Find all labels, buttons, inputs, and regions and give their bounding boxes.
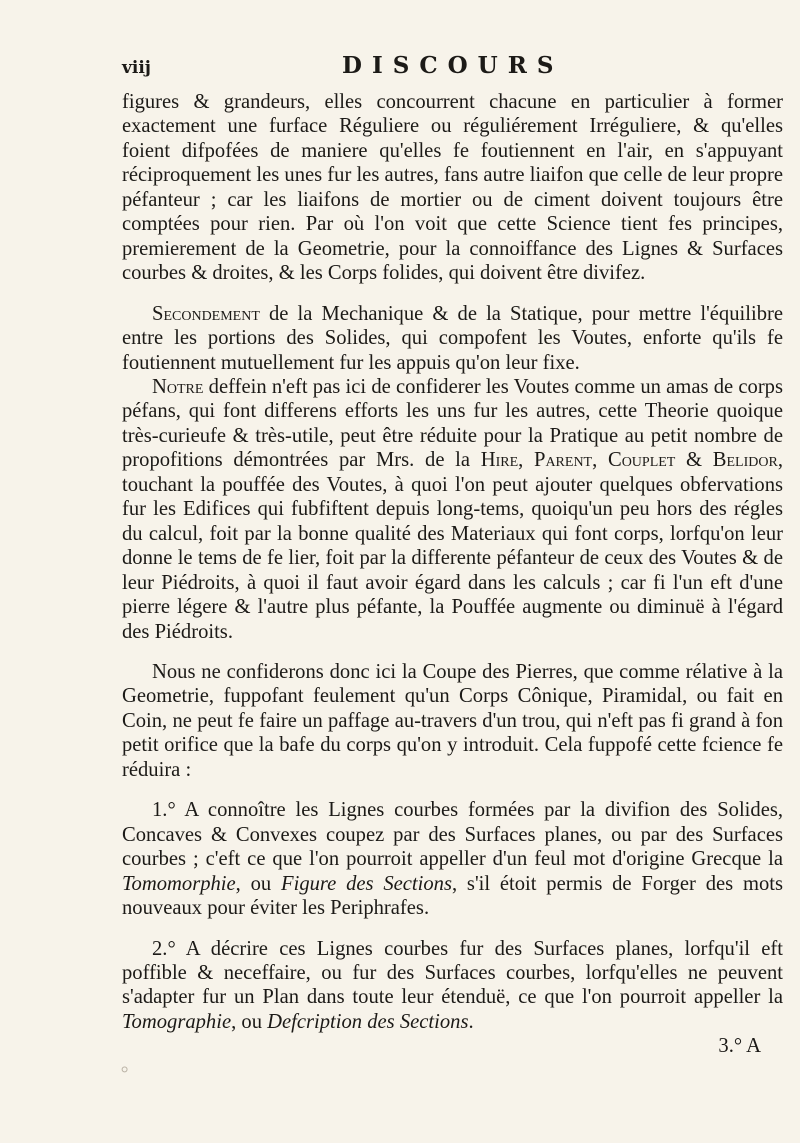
paragraph-5-italic-2: Figure des Sections — [281, 872, 452, 895]
paragraph-4-text: Nous ne confiderons donc ici la Coupe des Pierres, que comme rélative à la Geometrie, fuppofant feulement qu'un Corps Cônique, Piramidal, ou fait en Coin, ne peut fe faire un paffage au-travers d'un trou, qui n'eft pas fi grand à fon petit orifice que la bafe du corps qu'on y introduit. Cela fuppofé cette fcience fe réduira : — [122, 660, 783, 781]
paragraph-6 — [122, 937, 783, 1035]
paragraph-3-lead: Notre — [152, 375, 204, 398]
paragraph-6-text-3: . — [468, 1010, 474, 1033]
body-text — [122, 90, 783, 1059]
paragraph-6-text-2: , ou — [231, 1010, 268, 1033]
paragraph-3 — [122, 375, 783, 644]
paragraph-2-lead: Secondement — [152, 302, 260, 325]
paragraph-5 — [122, 798, 783, 920]
paragraph-5-italic-1: Tomomorphie — [122, 872, 236, 895]
paragraph-5-text-2: , ou — [235, 872, 282, 895]
paragraph-5-text-1: 1.° A connoître les Lignes courbes formées par la divifion des Solides, Concaves & Convexes coupez par des Surfaces planes, ou par des Surfaces courbes ; c'eft ce que l'on pourroit appeller d'un feul mot d'origine Grecque la — [122, 799, 783, 871]
paragraph-3-names: Hire, Parent, Couplet & Belidor — [480, 449, 778, 472]
paragraph-2-text: de la Mechanique & de la Statique, pour mettre l'équilibre entre les portions des Solides, qui compofent les Voutes, enforte qu'ils fe foutiennent mutuellement fur les appuis qu'on leur fixe. — [122, 302, 783, 374]
paragraph-5-text-3: , s'il étoit permis de Forger des mots nouveaux pour éviter les Periphrafes. — [122, 872, 783, 920]
paper-speck-icon: ⸰ — [120, 1060, 130, 1079]
page-header — [122, 52, 780, 82]
catchword: 3.° A — [718, 1035, 761, 1058]
paragraph-3-text-2: , touchant la pouffée des Voutes, à quoi l'on peut ajouter quelques obfervations fur les Edifices qui fubfiftent depuis long-tems, quoiqu'un peu hors des régles du calcul, foit par la bonne qualité des Materiaux qui font corps, lorfqu'on leur donne le tems de fe lier, foit par la differente péfanteur de ceux des Voutes & de leur Piédroits, à quoi il faut avoir égard dans les calculs ; car fi l'un eft d'une pierre légere & l'autre plus péfante, la Pouffée augmente ou diminuë à l'égard des Piédroits. — [122, 449, 783, 643]
paragraph-6-italic-2: Defcription des Sections — [267, 1010, 469, 1033]
paragraph-4 — [122, 660, 783, 782]
paragraph-6-italic-1: Tomographie — [122, 1010, 232, 1033]
page-number: viij — [122, 58, 151, 78]
paragraph-6-text-1: 2.° A décrire ces Lignes courbes fur des Surfaces planes, lorfqu'il eft poffible & neceffaire, ou fur des Surfaces courbes, lorfqu'elles ne peuvent s'adapter fur un Plan dans toute leur étenduë, ce que l'on pourroit appeller la — [122, 937, 783, 1009]
paragraph-1-text: figures & grandeurs, elles concourrent chacune en particulier à former exactement une furface Réguliere ou réguliérement Irréguliere, & qu'elles foient difpofées de maniere qu'elles fe foutiennent en l'air, en s'appuyant réciproquement les unes fur les autres, fans autre liaifon que celle de leur propre péfanteur ; car les liaifons de mortier ou de ciment doivent toujours être comptées pour rien. Par où l'on voit que cette Science tient fes principes, premierement de la Geometrie, pour la connoiffance des Lignes & Surfaces courbes & droites, & les Corps folides, qui doivent être divifez. — [122, 91, 784, 285]
paragraph-3-text-1: deffein n'eft pas ici de confiderer les Voutes comme un amas de corps péfans, qui font differens efforts les uns fur les autres, cette Theorie quoique très-curieufe & très-utile, peut être réduite pour la Pratique au petit nombre de propofitions démontrées par Mrs. de la — [122, 375, 783, 472]
running-title: DISCOURS — [342, 52, 564, 79]
paragraph-1 — [122, 90, 783, 286]
paragraph-2 — [122, 302, 783, 375]
